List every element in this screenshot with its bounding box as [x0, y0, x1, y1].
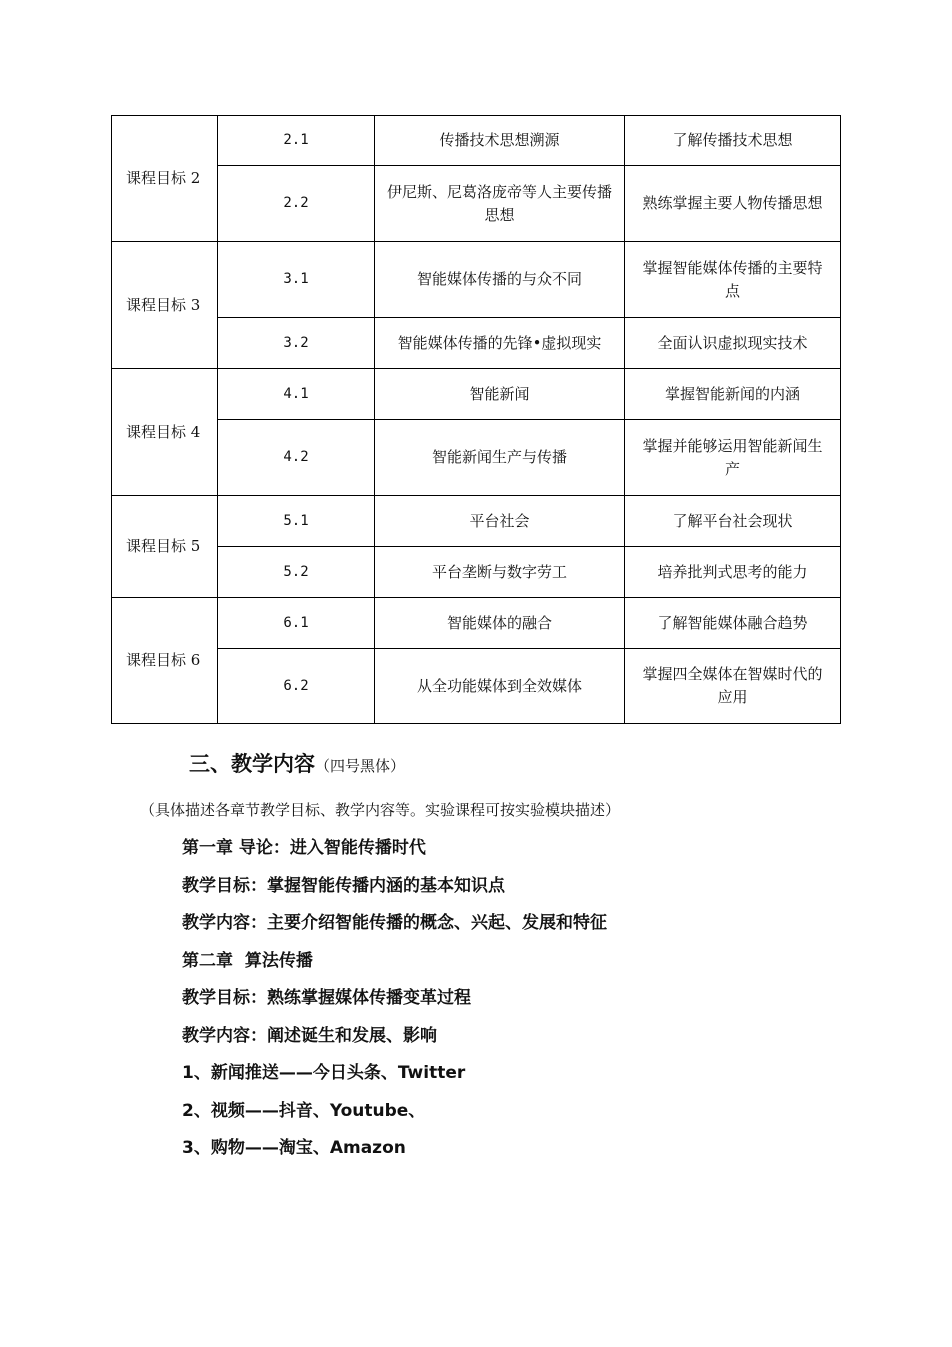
table-row	[112, 318, 841, 369]
teaching-content-list	[182, 836, 607, 1174]
objective-cell: 熟练掌握主要人物传播思想	[625, 166, 841, 242]
course-goal-cell: 课程目标 2	[112, 116, 218, 242]
table-row	[112, 420, 841, 496]
objective-cell: 培养批判式思考的能力	[625, 547, 841, 598]
content-cell: 传播技术思想溯源	[375, 116, 625, 166]
section-number-cell: 4.1	[218, 369, 375, 420]
table-row	[112, 166, 841, 242]
table-row	[112, 369, 841, 420]
table-row	[112, 242, 841, 318]
table-row	[112, 598, 841, 649]
content-cell: 平台社会	[375, 496, 625, 547]
content-line: 教学目标：掌握智能传播内涵的基本知识点	[182, 875, 505, 896]
content-line: 2、视频——抖音、Youtube、	[182, 1100, 426, 1121]
content-line: 教学目标：熟练掌握媒体传播变革过程	[182, 988, 471, 1008]
course-goal-cell: 课程目标 4	[112, 369, 218, 496]
content-cell: 平台垄断与数字劳工	[375, 547, 625, 598]
objective-cell: 了解智能媒体融合趋势	[625, 598, 841, 649]
objective-cell: 掌握并能够运用智能新闻生产	[625, 420, 841, 496]
content-cell: 智能媒体传播的与众不同	[375, 242, 625, 318]
course-goal-cell: 课程目标 6	[112, 598, 218, 724]
objective-cell: 全面认识虚拟现实技术	[625, 318, 841, 369]
section-description: （具体描述各章节教学目标、教学内容等。实验课程可按实验模块描述）	[140, 801, 621, 819]
content-line: 1、新闻推送——今日头条、Twitter	[182, 1063, 466, 1083]
objective-cell: 掌握智能新闻的内涵	[625, 369, 841, 420]
content-line: 3、购物——淘宝、Amazon	[182, 1138, 406, 1158]
section-number-cell: 2.1	[218, 116, 375, 166]
table-row	[112, 547, 841, 598]
content-cell: 智能新闻生产与传播	[375, 420, 625, 496]
objective-cell: 掌握智能媒体传播的主要特点	[625, 242, 841, 318]
course-goals-table	[111, 115, 841, 724]
table-row	[112, 116, 841, 166]
content-cell: 智能媒体的融合	[375, 598, 625, 649]
content-cell: 智能新闻	[375, 369, 625, 420]
section-number-cell: 3.2	[218, 318, 375, 369]
section-number-cell: 6.1	[218, 598, 375, 649]
section-number-cell: 2.2	[218, 166, 375, 242]
section-number-cell: 5.2	[218, 547, 375, 598]
content-cell: 伊尼斯、尼葛洛庞帝等人主要传播思想	[375, 166, 625, 242]
objective-cell: 了解传播技术思想	[625, 116, 841, 166]
section-title-note: （四号黑体）	[315, 757, 406, 775]
content-cell: 从全功能媒体到全效媒体	[375, 649, 625, 724]
section-number-cell: 5.1	[218, 496, 375, 547]
table-row	[112, 649, 841, 724]
section-number-cell: 4.2	[218, 420, 375, 496]
content-line: 第二章 算法传播	[182, 950, 313, 971]
content-cell: 智能媒体传播的先锋•虚拟现实	[375, 318, 625, 369]
objective-cell: 了解平台社会现状	[625, 496, 841, 547]
content-line: 教学内容：阐述诞生和发展、影响	[182, 1025, 437, 1046]
content-line: 教学内容：主要介绍智能传播的概念、兴起、发展和特征	[182, 913, 607, 933]
section-number-cell: 3.1	[218, 242, 375, 318]
table-row	[112, 496, 841, 547]
objective-cell: 掌握四全媒体在智媒时代的应用	[625, 649, 841, 724]
content-line: 第一章 导论：进入智能传播时代	[182, 838, 426, 858]
section-title	[189, 748, 405, 778]
section-number-cell: 6.2	[218, 649, 375, 724]
section-title-text: 三、教学内容	[189, 752, 315, 776]
course-goal-cell: 课程目标 5	[112, 496, 218, 598]
course-goal-cell: 课程目标 3	[112, 242, 218, 369]
